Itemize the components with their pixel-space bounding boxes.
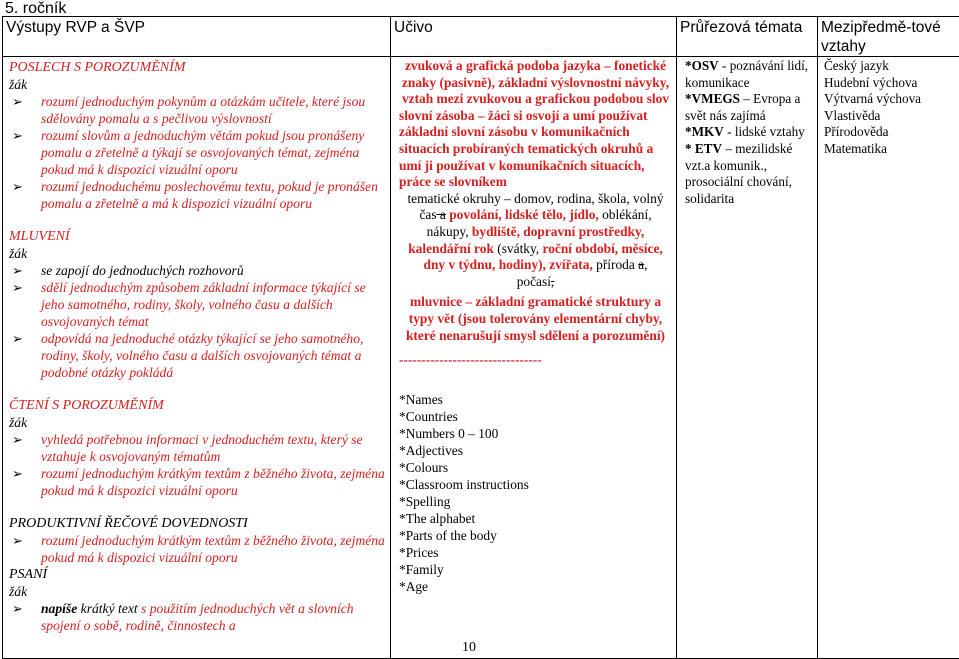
list-item: *Age <box>399 578 672 595</box>
list-item: Matematika <box>824 141 957 158</box>
list-item: *Classroom instructions <box>399 476 672 493</box>
list-item: Přírodověda <box>824 124 957 141</box>
arrow-bullet-icon: ➢ <box>12 532 23 549</box>
curriculum-cell <box>391 57 677 659</box>
topic-list <box>399 391 672 595</box>
divider-line: -------------------------------- <box>399 352 672 369</box>
list-item: *Spelling <box>399 493 672 510</box>
arrow-bullet-icon: ➢ <box>12 600 23 617</box>
list-item: ➢ rozumí jednoduchým pokynům a otázkám učitele, které jsou sdělovány pomalu a s pečlivou výslovností <box>9 93 388 127</box>
outputs-cell <box>3 57 391 659</box>
topic-mkv: *MKV - lidské vztahy <box>685 124 815 141</box>
curriculum-phonetics: zvuková a grafická podoba jazyka – fonetické znaky (pasivně), základní výslovnostní návyky, vztah mezi zvukovou a grafickou podobou slov <box>399 58 672 108</box>
arrow-bullet-icon: ➢ <box>12 330 23 347</box>
section-speaking-title: MLUVENÍ <box>9 228 388 245</box>
topic-vmegs: *VMEGS – Evropa a svět nás zajímá <box>685 91 815 124</box>
list-item: ➢ rozumí slovům a jednoduchým větám pokud jsou pronášeny pomalu a zřetelně a týkají se osvojovaných témat, zejména pokud má k dispozici vizuální oporu <box>9 127 388 178</box>
section-listening-title: POSLECH S POROZUMĚNÍM <box>9 59 388 76</box>
list-item: ➢ rozumí jednoduchým krátkým textům z běžného života, zejména pokud má k dispozici vizuální oporu <box>9 465 388 499</box>
section-reading-title: ČTENÍ S POROZUMĚNÍM <box>9 397 388 414</box>
list-item: ➢ rozumí jednoduchému poslechovému textu, pokud je pronášen pomalu a zřetelně a má k dispozici vizuální oporu <box>9 178 388 212</box>
list-item: ➢ odpovídá na jednoduché otázky týkající se jeho samotného, rodiny, školy, volného času a dalších osvojovaných témat a podobné otázky pokládá <box>9 330 388 381</box>
list-item: *The alphabet <box>399 510 672 527</box>
list-item: *Names <box>399 391 672 408</box>
header-row <box>3 17 959 57</box>
cross-topics-cell <box>677 57 818 659</box>
arrow-bullet-icon: ➢ <box>12 93 23 110</box>
arrow-bullet-icon: ➢ <box>12 178 23 195</box>
section-writing-title: PSANÍ <box>9 566 388 583</box>
header-outputs: Výstupy RVP a ŠVP <box>3 17 391 57</box>
section-reading-pupil: žák <box>9 414 388 431</box>
arrow-bullet-icon: ➢ <box>12 279 23 296</box>
topic-osv: *OSV - poznávání lidí, komunikace <box>685 58 815 91</box>
arrow-bullet-icon: ➢ <box>12 127 23 144</box>
header-curriculum: Učivo <box>391 17 677 57</box>
interdisciplinary-cell <box>818 57 959 659</box>
curriculum-vocabulary: slovní zásoba – žáci si osvojí a umí používat základní slovní zásobu v komunikačních situacích probíraných tematických okruhů a umí ji používat v komunikačních situacích, práce se slovníkem <box>399 108 672 191</box>
arrow-bullet-icon: ➢ <box>12 465 23 482</box>
section-writing-pupil: žák <box>9 583 388 600</box>
content-row <box>3 57 959 659</box>
list-item: Výtvarná výchova <box>824 91 957 108</box>
list-item: ➢ rozumí jednoduchým krátkým textům z běžného života, zejména pokud má k dispozici vizuální oporu <box>9 532 388 566</box>
arrow-bullet-icon: ➢ <box>12 431 23 448</box>
header-cross-topics: Průřezová témata <box>677 17 818 57</box>
grade-heading: 5. ročník <box>5 0 66 18</box>
list-item: *Colours <box>399 459 672 476</box>
list-item: ➢ sdělí jednoduchým způsobem základní informace týkající se jeho samotného, rodiny, školy, volného času a dalších osvojovaných témat <box>9 279 388 330</box>
header-interdisciplinary: Mezipředmě-tové vztahy <box>818 17 959 57</box>
list-item: *Adjectives <box>399 442 672 459</box>
section-listening-pupil: žák <box>9 76 388 93</box>
list-item: Vlastivěda <box>824 108 957 125</box>
page-number: 10 <box>462 640 476 656</box>
topic-etv: * ETV – mezilidské vzt.a komunik., prosociální chování, solidarita <box>685 141 815 207</box>
list-item: *Countries <box>399 408 672 425</box>
list-item: Hudební výchova <box>824 75 957 92</box>
list-item: *Parts of the body <box>399 527 672 544</box>
list-item: Český jazyk <box>824 58 957 75</box>
arrow-bullet-icon: ➢ <box>12 262 23 279</box>
list-item: ➢ se zapojí do jednoduchých rozhovorů <box>9 262 388 279</box>
section-productive-title: PRODUKTIVNÍ ŘEČOVÉ DOVEDNOSTI <box>9 515 388 532</box>
curriculum-grammar: mluvnice – základní gramatické struktury a typy vět (jsou tolerovány elementární chyby, které nenarušují smysl sdělení a porozumění) <box>399 294 672 344</box>
list-item: *Family <box>399 561 672 578</box>
section-speaking-pupil: žák <box>9 245 388 262</box>
list-item: *Numbers 0 – 100 <box>399 425 672 442</box>
list-item: ➢ vyhledá potřebnou informaci v jednoduchém textu, který se vztahuje k osvojovaným tématům <box>9 431 388 465</box>
curriculum-topics: tematické okruhy – domov, rodina, škola, volný čas a povolání, lidské tělo, jídlo, oblékání, nákupy, bydliště, dopravní prostředky, kalendářní rok (svátky, roční období, měsíce, dny v týdnu, hodiny), zvířata, příroda a, počasí, <box>399 191 672 291</box>
list-item: *Prices <box>399 544 672 561</box>
list-item: ➢ napíše krátký text s použitím jednoduchých vět a slovních spojení o sobě, rodině, činnostech a <box>9 600 388 634</box>
curriculum-table <box>2 16 959 659</box>
